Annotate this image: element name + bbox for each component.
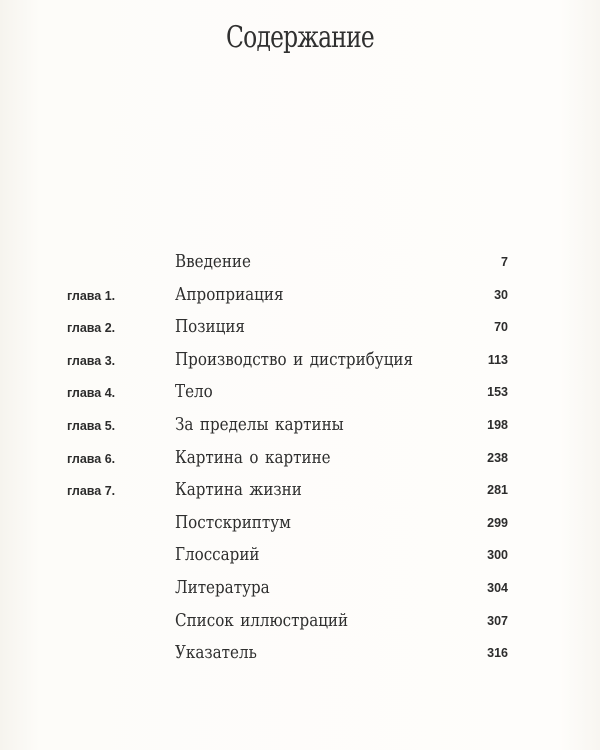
page-number: 281 <box>487 483 508 498</box>
page-number: 7 <box>501 255 508 269</box>
toc-entry <box>0 409 600 442</box>
entry-title: За пределы картины <box>175 413 344 435</box>
chapter-number: глава 1. <box>67 288 116 303</box>
entry-title: Указатель <box>175 642 257 664</box>
page-number: 299 <box>487 515 508 530</box>
toc-entry <box>0 376 600 409</box>
entry-title: Тело <box>175 381 213 403</box>
chapter-number: глава 3. <box>67 353 116 368</box>
page-number: 113 <box>487 352 508 367</box>
page-number: 316 <box>487 646 508 661</box>
page-number: 198 <box>487 417 508 432</box>
chapter-number: глава 4. <box>67 386 116 401</box>
toc-entry <box>0 344 600 377</box>
entry-title: Постскриптум <box>175 511 291 533</box>
chapter-number: глава 2. <box>67 321 116 336</box>
toc-entry <box>0 474 600 507</box>
chapter-number: глава 6. <box>67 451 116 466</box>
entry-title: Картина о картине <box>175 446 331 468</box>
toc-entry <box>0 311 600 344</box>
toc-entry <box>0 605 600 638</box>
entry-title: Глоссарий <box>175 544 260 566</box>
toc-entry <box>0 637 600 670</box>
page-number: 70 <box>494 320 508 335</box>
entry-title: Картина жизни <box>175 479 302 501</box>
toc-entry <box>0 572 600 605</box>
entry-title: Список иллюстраций <box>175 609 349 631</box>
page-number: 307 <box>487 613 508 628</box>
entry-title: Позиция <box>175 316 245 338</box>
entry-title: Введение <box>175 251 251 272</box>
toc-entry <box>0 246 600 279</box>
entry-title: Производство и дистрибуция <box>175 348 414 370</box>
entry-title: Литература <box>175 576 270 598</box>
page-number: 153 <box>487 385 508 400</box>
toc-entry <box>0 279 600 312</box>
page-number: 30 <box>494 287 508 302</box>
chapter-number: глава 5. <box>67 418 116 433</box>
chapter-number: глава 7. <box>67 484 116 499</box>
page-number: 300 <box>487 548 508 563</box>
toc-entry <box>0 507 600 540</box>
toc-entry <box>0 442 600 475</box>
entry-title: Апроприация <box>175 283 284 305</box>
page-number: 304 <box>487 580 508 595</box>
table-of-contents <box>0 246 600 670</box>
page-title: Содержание <box>226 20 374 55</box>
toc-entry <box>0 539 600 572</box>
page-number: 238 <box>487 450 508 465</box>
